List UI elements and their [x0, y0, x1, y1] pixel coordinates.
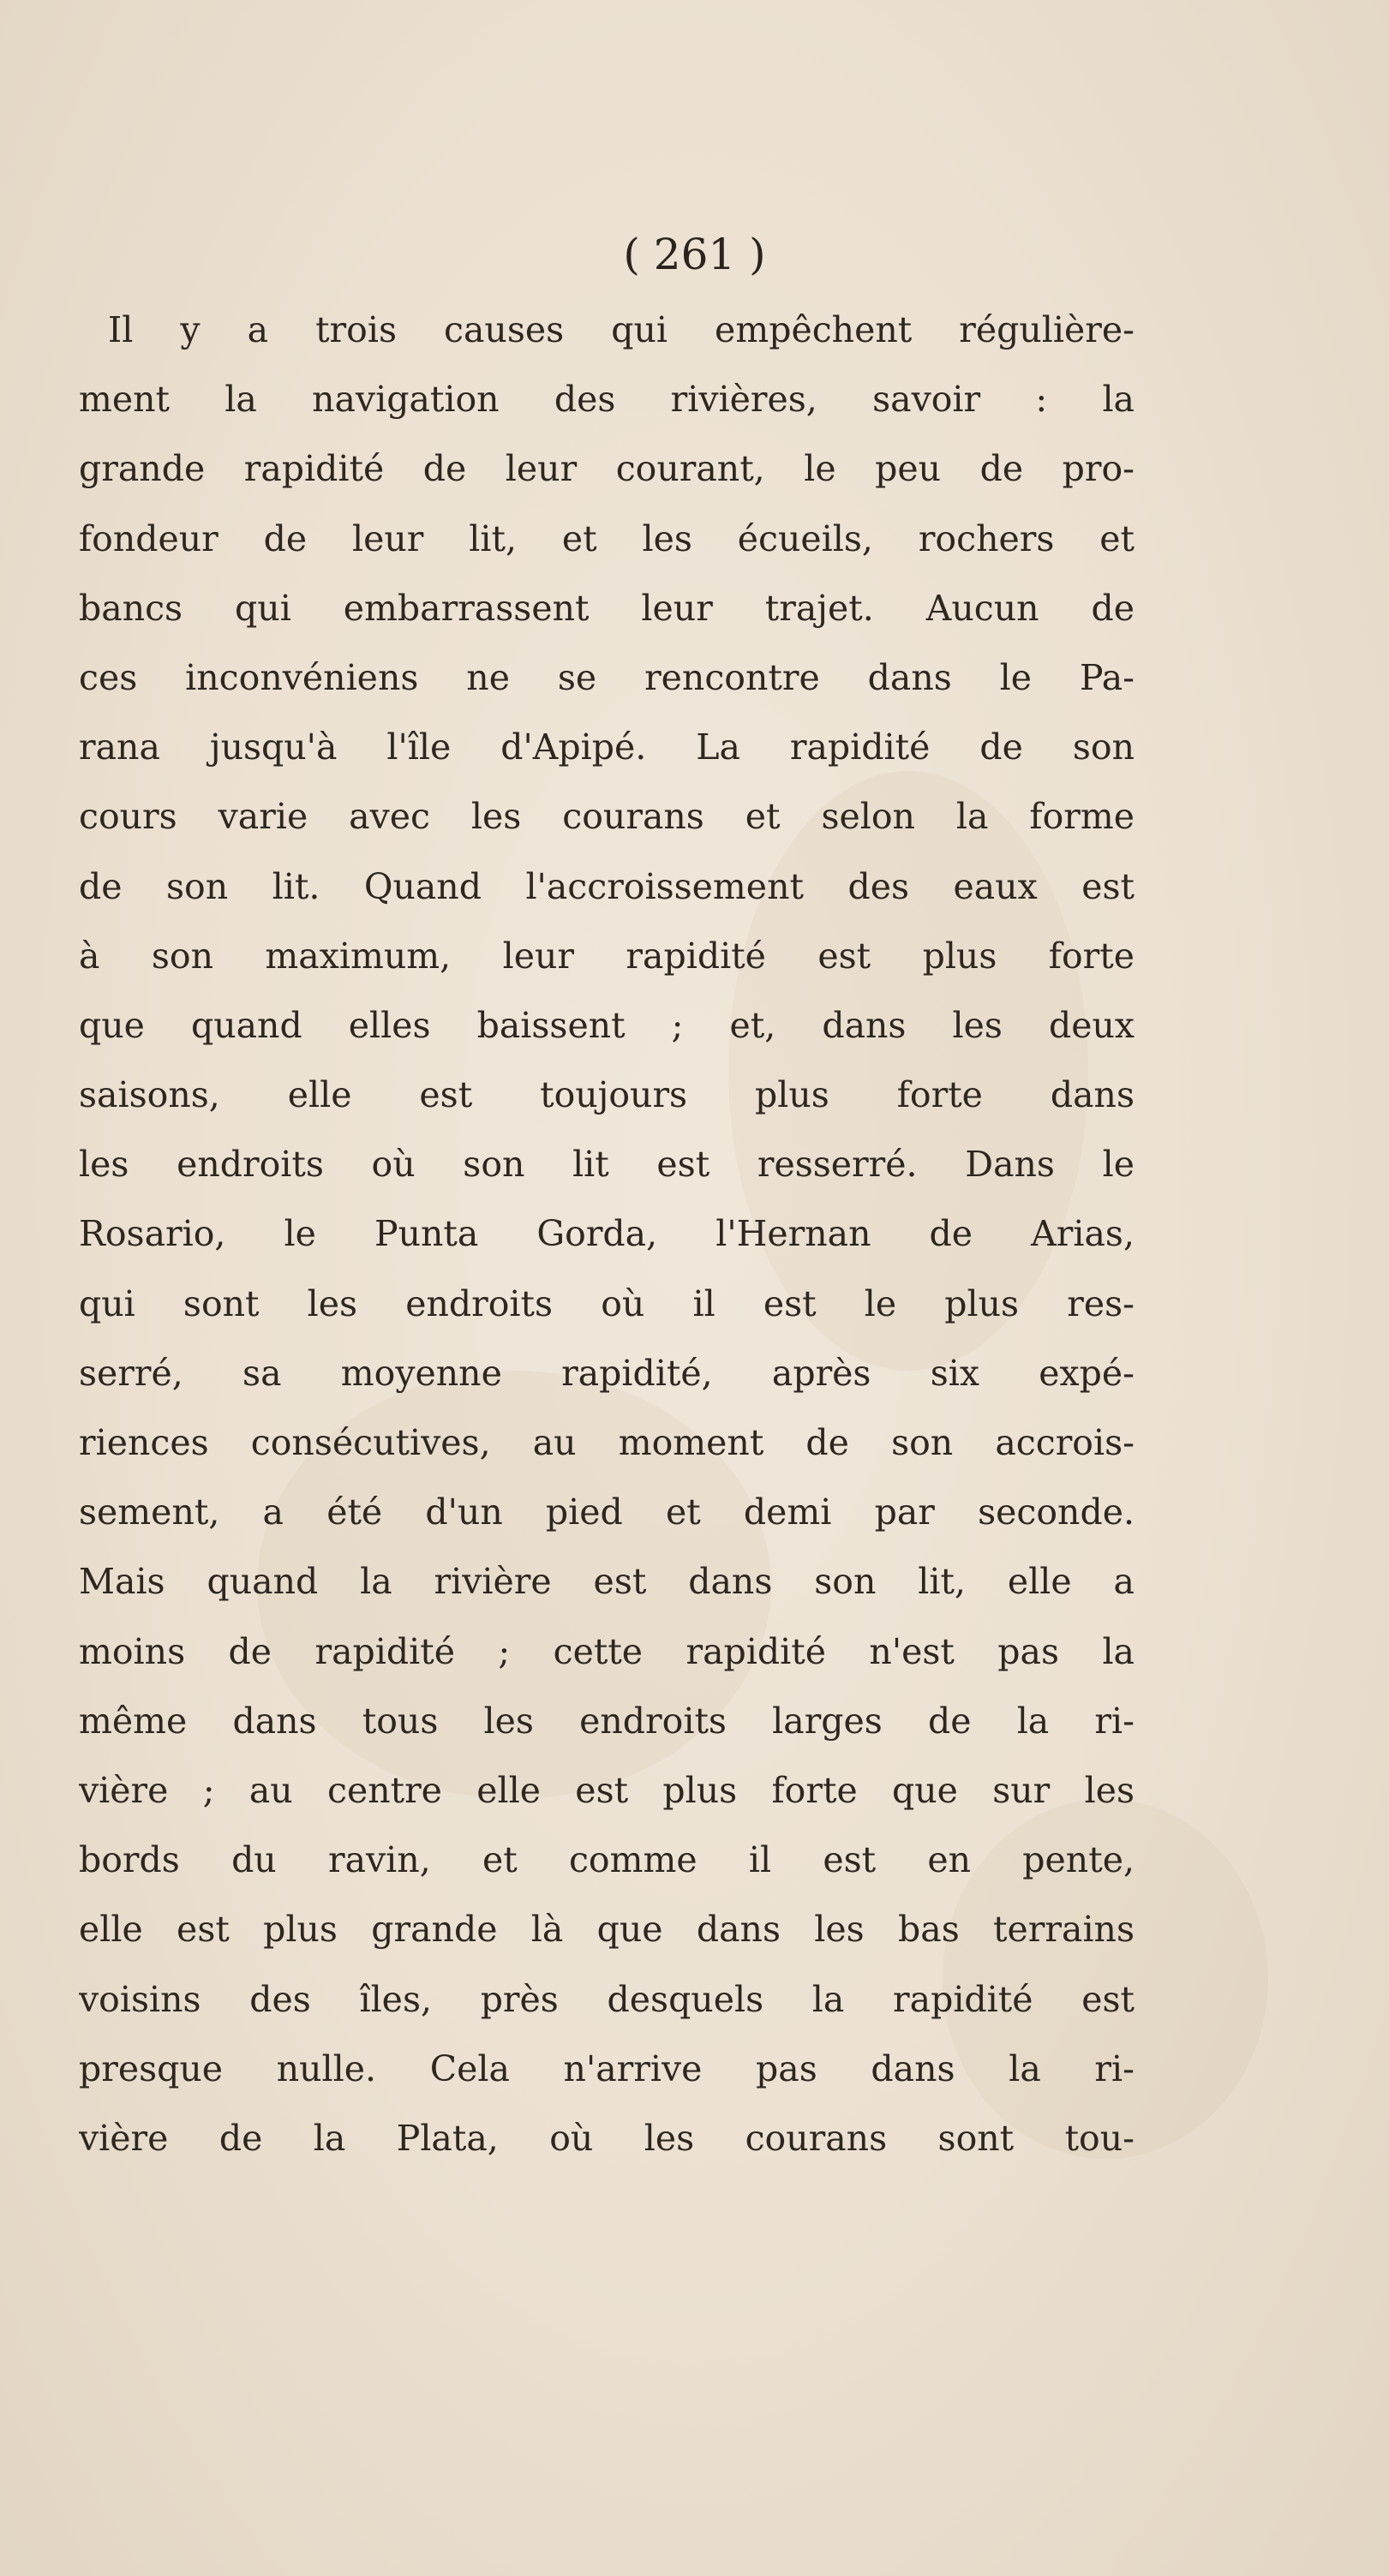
text-line: vière de la Plata, où les courans sont tou- — [79, 2117, 1135, 2159]
text-line: de son lit. Quand l'accroissement des eaux est — [79, 865, 1135, 907]
text-line: les endroits où son lit est resserré. Dans le — [79, 1144, 1135, 1186]
text-line: cours varie avec les courans et selon la forme — [79, 796, 1135, 838]
text-line: serré, sa moyenne rapidité, après six expé- — [79, 1352, 1135, 1394]
page-number: ( 261 ) — [623, 230, 766, 279]
text-line: qui sont les endroits où il est le plus res- — [79, 1282, 1135, 1324]
body-text — [79, 296, 1135, 2173]
text-line: moins de rapidité ; cette rapidité n'est pas la — [79, 1630, 1135, 1672]
text-line: ces inconvéniens ne se rencontre dans le Pa- — [79, 656, 1135, 698]
text-line: vière ; au centre elle est plus forte que sur les — [79, 1769, 1135, 1811]
text-line: Mais quand la rivière est dans son lit, elle a — [79, 1561, 1135, 1603]
text-line: Il y a trois causes qui empêchent régulière- — [108, 309, 1135, 350]
text-line: ment la navigation des rivières, savoir : la — [79, 379, 1135, 421]
text-line: même dans tous les endroits larges de la ri- — [79, 1700, 1135, 1742]
text-line: voisins des îles, près desquels la rapidité est — [79, 1978, 1135, 2020]
text-line: que quand elles baissent ; et, dans les deux — [79, 1004, 1135, 1046]
text-line: bords du ravin, et comme il est en pente, — [79, 1839, 1135, 1881]
text-line: presque nulle. Cela n'arrive pas dans la ri- — [79, 2047, 1135, 2089]
text-line: rana jusqu'à l'île d'Apipé. La rapidité de son — [79, 726, 1135, 768]
text-line: riences consécutives, au moment de son accrois- — [79, 1422, 1135, 1463]
text-line: grande rapidité de leur courant, le peu de pro- — [79, 448, 1135, 490]
text-line: bancs qui embarrassent leur trajet. Aucun de — [79, 587, 1135, 629]
text-line: saisons, elle est toujours plus forte dans — [79, 1074, 1135, 1116]
text-line: à son maximum, leur rapidité est plus forte — [79, 935, 1135, 977]
text-line: sement, a été d'un pied et demi par seconde. — [79, 1491, 1135, 1533]
text-line: elle est plus grande là que dans les bas terrains — [79, 1909, 1135, 1951]
text-line: Rosario, le Punta Gorda, l'Hernan de Arias, — [79, 1213, 1135, 1255]
text-line: fondeur de leur lit, et les écueils, rochers et — [79, 517, 1135, 559]
